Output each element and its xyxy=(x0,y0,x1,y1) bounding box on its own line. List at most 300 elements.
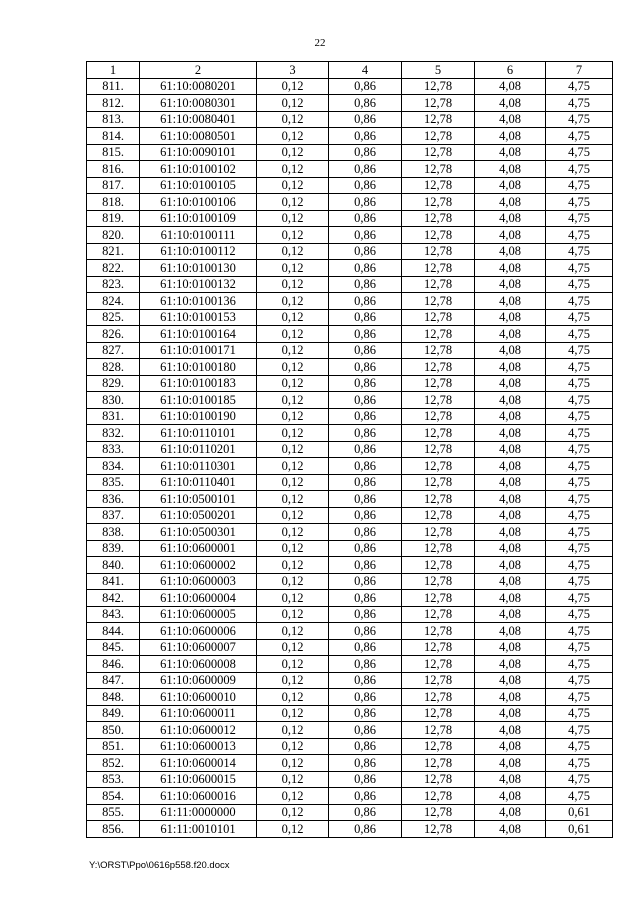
table-cell-col-6: 4,08 xyxy=(475,590,546,607)
table-cell-col-1: 815. xyxy=(87,144,140,161)
table-cell-col-3: 0,12 xyxy=(257,491,329,508)
table-cell-col-1: 838. xyxy=(87,524,140,541)
table-cell-col-3: 0,12 xyxy=(257,821,329,838)
table-cell-col-7: 4,75 xyxy=(546,491,613,508)
table-cell-col-6: 4,08 xyxy=(475,623,546,640)
table-row xyxy=(87,425,613,442)
table-cell-col-5: 12,78 xyxy=(402,590,475,607)
table-cell-col-1: 854. xyxy=(87,788,140,805)
table-cell-col-3: 0,12 xyxy=(257,656,329,673)
table-cell-col-5: 12,78 xyxy=(402,227,475,244)
table-cell-col-5: 12,78 xyxy=(402,326,475,343)
table-row xyxy=(87,227,613,244)
table-cell-col-7: 0,61 xyxy=(546,821,613,838)
table-cell-col-3: 0,12 xyxy=(257,788,329,805)
table-cell-col-7: 4,75 xyxy=(546,689,613,706)
table-cell-col-6: 4,08 xyxy=(475,276,546,293)
table-cell-col-6: 4,08 xyxy=(475,128,546,145)
table-cell-col-1: 811. xyxy=(87,78,140,95)
table-cell-col-1: 830. xyxy=(87,392,140,409)
table-cell-col-5: 12,78 xyxy=(402,573,475,590)
table-cell-col-6: 4,08 xyxy=(475,722,546,739)
table-cell-col-6: 4,08 xyxy=(475,474,546,491)
table-cell-col-3: 0,12 xyxy=(257,227,329,244)
table-cell-col-2: 61:10:0110301 xyxy=(140,458,257,475)
table-cell-col-3: 0,12 xyxy=(257,392,329,409)
table-cell-col-6: 4,08 xyxy=(475,524,546,541)
table-cell-col-5: 12,78 xyxy=(402,441,475,458)
table-cell-col-2: 61:10:0100111 xyxy=(140,227,257,244)
table-cell-col-7: 0,61 xyxy=(546,804,613,821)
table-cell-col-2: 61:11:0000000 xyxy=(140,804,257,821)
table-cell-col-2: 61:10:0100164 xyxy=(140,326,257,343)
table-cell-col-3: 0,12 xyxy=(257,672,329,689)
table-cell-col-4: 0,86 xyxy=(329,392,402,409)
table-cell-col-5: 12,78 xyxy=(402,194,475,211)
table-cell-col-6: 4,08 xyxy=(475,210,546,227)
table-cell-col-7: 4,75 xyxy=(546,474,613,491)
table-cell-col-6: 4,08 xyxy=(475,375,546,392)
table-cell-col-3: 0,12 xyxy=(257,573,329,590)
table-cell-col-2: 61:10:0100102 xyxy=(140,161,257,178)
table-cell-col-1: 845. xyxy=(87,639,140,656)
table-cell-col-3: 0,12 xyxy=(257,128,329,145)
table-cell-col-1: 825. xyxy=(87,309,140,326)
table-row xyxy=(87,194,613,211)
table-cell-col-4: 0,86 xyxy=(329,293,402,310)
table-cell-col-2: 61:10:0110401 xyxy=(140,474,257,491)
table-cell-col-1: 832. xyxy=(87,425,140,442)
table-cell-col-1: 816. xyxy=(87,161,140,178)
table-row xyxy=(87,111,613,128)
table-cell-col-2: 61:10:0600002 xyxy=(140,557,257,574)
table-cell-col-5: 12,78 xyxy=(402,755,475,772)
table-cell-col-4: 0,86 xyxy=(329,375,402,392)
table-cell-col-2: 61:10:0600011 xyxy=(140,705,257,722)
table-cell-col-4: 0,86 xyxy=(329,408,402,425)
table-cell-col-4: 0,86 xyxy=(329,507,402,524)
table-cell-col-7: 4,75 xyxy=(546,672,613,689)
table-cell-col-4: 0,86 xyxy=(329,524,402,541)
table-cell-col-7: 4,75 xyxy=(546,194,613,211)
table-cell-col-3: 0,12 xyxy=(257,441,329,458)
table-cell-col-5: 12,78 xyxy=(402,408,475,425)
table-cell-col-6: 4,08 xyxy=(475,309,546,326)
table-cell-col-2: 61:10:0600009 xyxy=(140,672,257,689)
table-cell-col-4: 0,86 xyxy=(329,441,402,458)
table-cell-col-5: 12,78 xyxy=(402,672,475,689)
table-cell-col-6: 4,08 xyxy=(475,507,546,524)
table-cell-col-7: 4,75 xyxy=(546,738,613,755)
table-cell-col-3: 0,12 xyxy=(257,755,329,772)
table-row xyxy=(87,210,613,227)
table-cell-col-7: 4,75 xyxy=(546,441,613,458)
table-cell-col-2: 61:10:0500201 xyxy=(140,507,257,524)
table-cell-col-7: 4,75 xyxy=(546,755,613,772)
table-cell-col-6: 4,08 xyxy=(475,755,546,772)
table-cell-col-3: 0,12 xyxy=(257,804,329,821)
table-cell-col-6: 4,08 xyxy=(475,491,546,508)
table-cell-col-6: 4,08 xyxy=(475,771,546,788)
table-cell-col-1: 856. xyxy=(87,821,140,838)
table-row xyxy=(87,441,613,458)
table-cell-col-1: 829. xyxy=(87,375,140,392)
table-row xyxy=(87,672,613,689)
table-cell-col-3: 0,12 xyxy=(257,260,329,277)
table-cell-col-3: 0,12 xyxy=(257,111,329,128)
table-cell-col-5: 12,78 xyxy=(402,507,475,524)
table-cell-col-4: 0,86 xyxy=(329,78,402,95)
column-header-5: 5 xyxy=(402,62,475,79)
table-cell-col-2: 61:10:0110201 xyxy=(140,441,257,458)
table-cell-col-3: 0,12 xyxy=(257,210,329,227)
table-cell-col-6: 4,08 xyxy=(475,359,546,376)
table-cell-col-2: 61:10:0100106 xyxy=(140,194,257,211)
table-cell-col-6: 4,08 xyxy=(475,540,546,557)
table-cell-col-2: 61:10:0600001 xyxy=(140,540,257,557)
table-cell-col-7: 4,75 xyxy=(546,111,613,128)
table-cell-col-2: 61:10:0100105 xyxy=(140,177,257,194)
table-cell-col-1: 818. xyxy=(87,194,140,211)
table-cell-col-2: 61:10:0600014 xyxy=(140,755,257,772)
table-row xyxy=(87,326,613,343)
data-table xyxy=(86,61,613,838)
table-cell-col-7: 4,75 xyxy=(546,359,613,376)
table-row xyxy=(87,408,613,425)
table-cell-col-6: 4,08 xyxy=(475,392,546,409)
table-cell-col-5: 12,78 xyxy=(402,161,475,178)
table-cell-col-5: 12,78 xyxy=(402,788,475,805)
table-cell-col-1: 855. xyxy=(87,804,140,821)
table-cell-col-6: 4,08 xyxy=(475,705,546,722)
table-row xyxy=(87,342,613,359)
table-cell-col-7: 4,75 xyxy=(546,161,613,178)
table-cell-col-3: 0,12 xyxy=(257,606,329,623)
table-cell-col-6: 4,08 xyxy=(475,639,546,656)
column-header-3: 3 xyxy=(257,62,329,79)
table-row xyxy=(87,243,613,260)
table-cell-col-4: 0,86 xyxy=(329,144,402,161)
table-cell-col-4: 0,86 xyxy=(329,606,402,623)
table-cell-col-2: 61:10:0500101 xyxy=(140,491,257,508)
table-cell-col-3: 0,12 xyxy=(257,78,329,95)
table-cell-col-5: 12,78 xyxy=(402,771,475,788)
table-row xyxy=(87,144,613,161)
table-cell-col-5: 12,78 xyxy=(402,639,475,656)
table-cell-col-1: 827. xyxy=(87,342,140,359)
table-cell-col-1: 819. xyxy=(87,210,140,227)
table-cell-col-2: 61:10:0600010 xyxy=(140,689,257,706)
table-cell-col-3: 0,12 xyxy=(257,425,329,442)
table-cell-col-4: 0,86 xyxy=(329,342,402,359)
table-cell-col-3: 0,12 xyxy=(257,507,329,524)
table-cell-col-2: 61:10:0100190 xyxy=(140,408,257,425)
table-cell-col-3: 0,12 xyxy=(257,623,329,640)
table-row xyxy=(87,161,613,178)
table-cell-col-1: 817. xyxy=(87,177,140,194)
table-cell-col-6: 4,08 xyxy=(475,821,546,838)
table-cell-col-6: 4,08 xyxy=(475,689,546,706)
table-cell-col-5: 12,78 xyxy=(402,78,475,95)
table-cell-col-7: 4,75 xyxy=(546,177,613,194)
table-cell-col-4: 0,86 xyxy=(329,194,402,211)
table-cell-col-4: 0,86 xyxy=(329,623,402,640)
table-cell-col-7: 4,75 xyxy=(546,144,613,161)
table-cell-col-3: 0,12 xyxy=(257,309,329,326)
table-row xyxy=(87,458,613,475)
table-cell-col-3: 0,12 xyxy=(257,293,329,310)
table-cell-col-5: 12,78 xyxy=(402,656,475,673)
table-cell-col-2: 61:10:0600013 xyxy=(140,738,257,755)
table-cell-col-1: 850. xyxy=(87,722,140,739)
table-cell-col-3: 0,12 xyxy=(257,342,329,359)
table-cell-col-7: 4,75 xyxy=(546,95,613,112)
column-header-1: 1 xyxy=(87,62,140,79)
table-cell-col-2: 61:10:0100153 xyxy=(140,309,257,326)
table-row xyxy=(87,771,613,788)
table-cell-col-4: 0,86 xyxy=(329,689,402,706)
table-cell-col-7: 4,75 xyxy=(546,606,613,623)
table-cell-col-4: 0,86 xyxy=(329,821,402,838)
table-cell-col-3: 0,12 xyxy=(257,722,329,739)
table-cell-col-3: 0,12 xyxy=(257,557,329,574)
table-cell-col-1: 840. xyxy=(87,557,140,574)
table-cell-col-1: 821. xyxy=(87,243,140,260)
table-cell-col-4: 0,86 xyxy=(329,276,402,293)
table-cell-col-4: 0,86 xyxy=(329,755,402,772)
table-row xyxy=(87,821,613,838)
table-cell-col-3: 0,12 xyxy=(257,738,329,755)
table-cell-col-2: 61:10:0600016 xyxy=(140,788,257,805)
table-cell-col-4: 0,86 xyxy=(329,672,402,689)
table-cell-col-7: 4,75 xyxy=(546,227,613,244)
table-row xyxy=(87,540,613,557)
table-cell-col-2: 61:10:0600005 xyxy=(140,606,257,623)
table-row xyxy=(87,293,613,310)
table-cell-col-1: 841. xyxy=(87,573,140,590)
table-row xyxy=(87,260,613,277)
table-cell-col-6: 4,08 xyxy=(475,144,546,161)
table-cell-col-6: 4,08 xyxy=(475,260,546,277)
table-cell-col-1: 837. xyxy=(87,507,140,524)
table-cell-col-4: 0,86 xyxy=(329,177,402,194)
table-cell-col-7: 4,75 xyxy=(546,705,613,722)
table-cell-col-7: 4,75 xyxy=(546,408,613,425)
table-cell-col-4: 0,86 xyxy=(329,540,402,557)
table-cell-col-5: 12,78 xyxy=(402,144,475,161)
table-cell-col-3: 0,12 xyxy=(257,771,329,788)
table-cell-col-6: 4,08 xyxy=(475,788,546,805)
table-cell-col-4: 0,86 xyxy=(329,722,402,739)
table-cell-col-3: 0,12 xyxy=(257,689,329,706)
table-cell-col-4: 0,86 xyxy=(329,491,402,508)
table-cell-col-5: 12,78 xyxy=(402,425,475,442)
table-row xyxy=(87,474,613,491)
table-cell-col-2: 61:10:0600012 xyxy=(140,722,257,739)
table-cell-col-7: 4,75 xyxy=(546,573,613,590)
table-cell-col-6: 4,08 xyxy=(475,458,546,475)
table-row xyxy=(87,788,613,805)
table-header-row xyxy=(87,62,613,79)
table-row xyxy=(87,392,613,409)
table-cell-col-4: 0,86 xyxy=(329,590,402,607)
table-cell-col-2: 61:10:0090101 xyxy=(140,144,257,161)
table-cell-col-6: 4,08 xyxy=(475,342,546,359)
table-cell-col-6: 4,08 xyxy=(475,672,546,689)
table-cell-col-7: 4,75 xyxy=(546,590,613,607)
table-cell-col-6: 4,08 xyxy=(475,441,546,458)
table-cell-col-1: 849. xyxy=(87,705,140,722)
table-cell-col-5: 12,78 xyxy=(402,722,475,739)
table-cell-col-4: 0,86 xyxy=(329,639,402,656)
table-cell-col-7: 4,75 xyxy=(546,128,613,145)
table-cell-col-2: 61:10:0600015 xyxy=(140,771,257,788)
table-cell-col-1: 831. xyxy=(87,408,140,425)
table-cell-col-7: 4,75 xyxy=(546,540,613,557)
table-cell-col-1: 834. xyxy=(87,458,140,475)
table-row xyxy=(87,375,613,392)
table-cell-col-5: 12,78 xyxy=(402,177,475,194)
table-cell-col-7: 4,75 xyxy=(546,771,613,788)
table-cell-col-6: 4,08 xyxy=(475,425,546,442)
table-cell-col-4: 0,86 xyxy=(329,111,402,128)
table-row xyxy=(87,524,613,541)
table-cell-col-3: 0,12 xyxy=(257,540,329,557)
table-cell-col-1: 836. xyxy=(87,491,140,508)
table-cell-col-2: 61:10:0100109 xyxy=(140,210,257,227)
table-cell-col-2: 61:11:0010101 xyxy=(140,821,257,838)
table-cell-col-3: 0,12 xyxy=(257,705,329,722)
table-cell-col-4: 0,86 xyxy=(329,227,402,244)
table-cell-col-6: 4,08 xyxy=(475,111,546,128)
table-cell-col-2: 61:10:0600008 xyxy=(140,656,257,673)
table-cell-col-5: 12,78 xyxy=(402,243,475,260)
table-cell-col-3: 0,12 xyxy=(257,326,329,343)
table-cell-col-4: 0,86 xyxy=(329,260,402,277)
table-cell-col-5: 12,78 xyxy=(402,474,475,491)
file-path-footer: Y:\ORST\Ppo\0616p558.f20.docx xyxy=(89,860,230,871)
table-cell-col-3: 0,12 xyxy=(257,194,329,211)
table-cell-col-6: 4,08 xyxy=(475,656,546,673)
table-cell-col-5: 12,78 xyxy=(402,606,475,623)
table-row xyxy=(87,78,613,95)
column-header-2: 2 xyxy=(140,62,257,79)
table-cell-col-2: 61:10:0100185 xyxy=(140,392,257,409)
table-row xyxy=(87,359,613,376)
table-cell-col-5: 12,78 xyxy=(402,210,475,227)
table-row xyxy=(87,639,613,656)
table-cell-col-1: 848. xyxy=(87,689,140,706)
table-row xyxy=(87,689,613,706)
table-cell-col-1: 833. xyxy=(87,441,140,458)
table-cell-col-7: 4,75 xyxy=(546,458,613,475)
table-row xyxy=(87,309,613,326)
table-row xyxy=(87,705,613,722)
table-cell-col-6: 4,08 xyxy=(475,194,546,211)
table-cell-col-1: 826. xyxy=(87,326,140,343)
table-cell-col-5: 12,78 xyxy=(402,738,475,755)
table-cell-col-2: 61:10:0100171 xyxy=(140,342,257,359)
table-cell-col-2: 61:10:0100180 xyxy=(140,359,257,376)
table-cell-col-5: 12,78 xyxy=(402,276,475,293)
column-header-4: 4 xyxy=(329,62,402,79)
table-cell-col-1: 820. xyxy=(87,227,140,244)
table-cell-col-3: 0,12 xyxy=(257,177,329,194)
table-cell-col-7: 4,75 xyxy=(546,623,613,640)
table-cell-col-3: 0,12 xyxy=(257,144,329,161)
table-cell-col-6: 4,08 xyxy=(475,326,546,343)
table-cell-col-6: 4,08 xyxy=(475,227,546,244)
table-cell-col-1: 842. xyxy=(87,590,140,607)
table-cell-col-1: 846. xyxy=(87,656,140,673)
table-cell-col-1: 853. xyxy=(87,771,140,788)
table-cell-col-2: 61:10:0110101 xyxy=(140,425,257,442)
table-cell-col-4: 0,86 xyxy=(329,771,402,788)
table-row xyxy=(87,128,613,145)
table-cell-col-3: 0,12 xyxy=(257,458,329,475)
table-cell-col-5: 12,78 xyxy=(402,623,475,640)
table-cell-col-4: 0,86 xyxy=(329,705,402,722)
table-cell-col-5: 12,78 xyxy=(402,689,475,706)
table-cell-col-5: 12,78 xyxy=(402,111,475,128)
table-cell-col-2: 61:10:0600004 xyxy=(140,590,257,607)
table-cell-col-5: 12,78 xyxy=(402,392,475,409)
table-cell-col-3: 0,12 xyxy=(257,161,329,178)
table-row xyxy=(87,491,613,508)
table-cell-col-3: 0,12 xyxy=(257,474,329,491)
table-cell-col-5: 12,78 xyxy=(402,804,475,821)
table-cell-col-7: 4,75 xyxy=(546,788,613,805)
table-cell-col-7: 4,75 xyxy=(546,507,613,524)
table-cell-col-7: 4,75 xyxy=(546,78,613,95)
table-cell-col-6: 4,08 xyxy=(475,557,546,574)
table-cell-col-5: 12,78 xyxy=(402,375,475,392)
table-cell-col-3: 0,12 xyxy=(257,639,329,656)
table-cell-col-4: 0,86 xyxy=(329,656,402,673)
table-cell-col-5: 12,78 xyxy=(402,293,475,310)
table-cell-col-4: 0,86 xyxy=(329,161,402,178)
table-cell-col-2: 61:10:0600003 xyxy=(140,573,257,590)
column-header-6: 6 xyxy=(475,62,546,79)
table-cell-col-4: 0,86 xyxy=(329,128,402,145)
table-cell-col-4: 0,86 xyxy=(329,788,402,805)
table-row xyxy=(87,507,613,524)
table-row xyxy=(87,755,613,772)
table-row xyxy=(87,590,613,607)
table-cell-col-1: 828. xyxy=(87,359,140,376)
table-cell-col-2: 61:10:0100183 xyxy=(140,375,257,392)
table-cell-col-7: 4,75 xyxy=(546,425,613,442)
table-cell-col-3: 0,12 xyxy=(257,375,329,392)
table-cell-col-1: 844. xyxy=(87,623,140,640)
table-cell-col-5: 12,78 xyxy=(402,705,475,722)
table-cell-col-7: 4,75 xyxy=(546,342,613,359)
table-row xyxy=(87,573,613,590)
table-cell-col-5: 12,78 xyxy=(402,342,475,359)
table-cell-col-7: 4,75 xyxy=(546,524,613,541)
table-cell-col-2: 61:10:0600007 xyxy=(140,639,257,656)
table-cell-col-4: 0,86 xyxy=(329,243,402,260)
table-cell-col-3: 0,12 xyxy=(257,276,329,293)
table-cell-col-4: 0,86 xyxy=(329,557,402,574)
table-cell-col-4: 0,86 xyxy=(329,804,402,821)
table-cell-col-6: 4,08 xyxy=(475,738,546,755)
table-cell-col-4: 0,86 xyxy=(329,425,402,442)
table-cell-col-1: 843. xyxy=(87,606,140,623)
table-row xyxy=(87,95,613,112)
table-cell-col-3: 0,12 xyxy=(257,359,329,376)
table-row xyxy=(87,606,613,623)
